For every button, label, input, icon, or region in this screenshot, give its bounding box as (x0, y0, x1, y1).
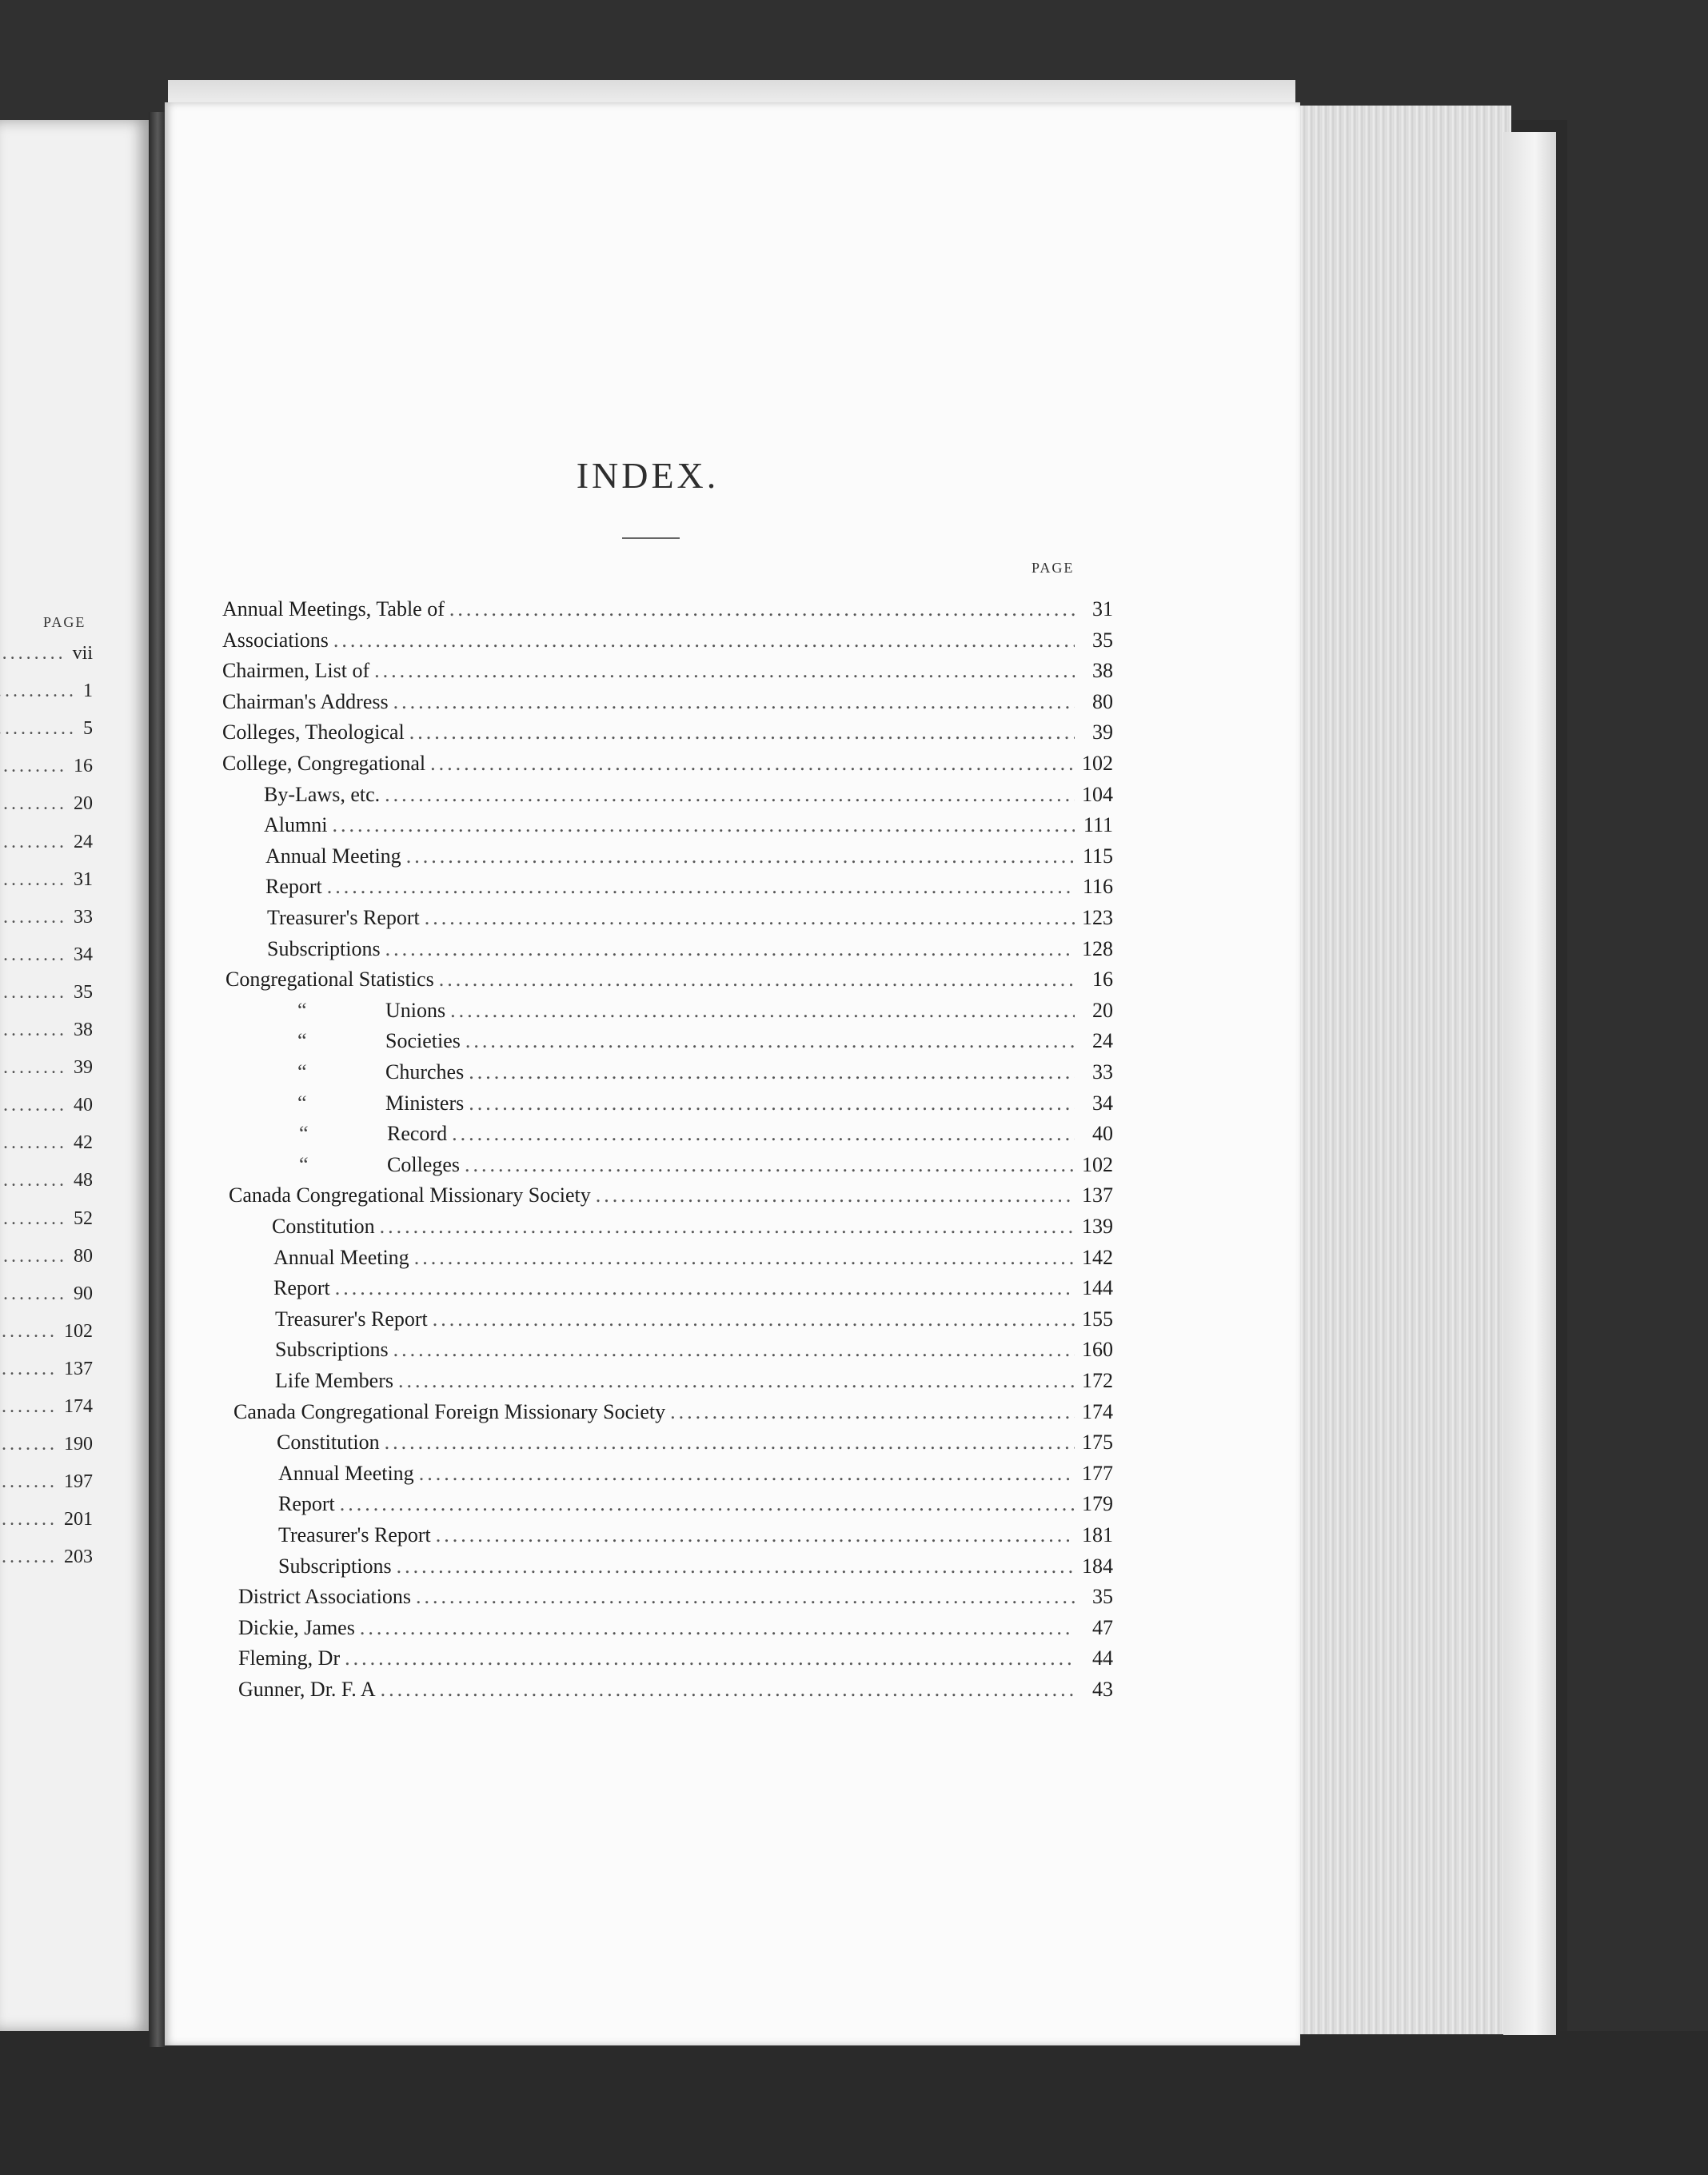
index-entry-label: Subscriptions (278, 1554, 392, 1578)
facing-page-row (0, 1393, 93, 1420)
index-entry-page: 116 (1082, 875, 1113, 899)
leader-dots (0, 790, 74, 817)
index-entry (278, 1459, 1113, 1488)
facing-page-number: 52 (74, 1207, 93, 1229)
facing-page-row (0, 640, 93, 667)
index-entry-page: 40 (1092, 1122, 1113, 1146)
leader-dots (0, 904, 74, 931)
leader-dots (445, 996, 1075, 1025)
index-entry-page: 102 (1082, 1152, 1113, 1176)
facing-page-row (0, 790, 93, 817)
leader-dots (0, 1280, 74, 1307)
facing-page-number: 203 (64, 1546, 93, 1568)
facing-page-number: vii (72, 643, 93, 664)
index-entry-label: Constitution (272, 1215, 375, 1238)
index-entry-label: Life Members (275, 1369, 394, 1392)
index-entry-label: Colleges (387, 1152, 460, 1176)
leader-dots (0, 1054, 74, 1081)
scan-border-bottom (0, 2031, 1708, 2175)
index-entry-page: 39 (1092, 720, 1113, 744)
index-entry (222, 749, 1113, 778)
index-entry-page: 144 (1082, 1276, 1113, 1300)
index-entry-page: 38 (1092, 659, 1113, 683)
facing-page-number: 1 (83, 680, 93, 702)
index-entry (238, 1675, 1113, 1704)
leader-dots (0, 1205, 74, 1232)
index-entry-page: 16 (1092, 968, 1113, 992)
leader-dots (0, 1167, 74, 1194)
leader-dots (411, 1582, 1075, 1611)
leader-dots (0, 941, 74, 968)
index-entry-page: 33 (1092, 1060, 1113, 1084)
index-entry (265, 842, 1113, 871)
index-entry (225, 965, 1113, 994)
facing-page-row (0, 677, 93, 704)
index-entry (278, 1552, 1113, 1581)
index-entry-label: Annual Meeting (273, 1245, 409, 1269)
index-entry (291, 1119, 1113, 1148)
facing-page-number: 42 (74, 1132, 93, 1154)
facing-page-number: 34 (74, 944, 93, 965)
facing-page-number: 48 (74, 1170, 93, 1191)
ditto-mark: “ (299, 1152, 309, 1176)
leader-dots (0, 640, 73, 667)
index-entry (291, 1151, 1113, 1179)
leader-dots (464, 1089, 1075, 1118)
leader-dots (434, 965, 1075, 994)
facing-page-row (0, 866, 93, 893)
facing-page-row (0, 715, 93, 742)
index-entry (265, 872, 1113, 901)
index-entry-label: Churches (385, 1060, 465, 1084)
index-entry-page: 181 (1082, 1523, 1113, 1546)
page-column-header: PAGE (1032, 560, 1075, 576)
facing-page-row (0, 904, 93, 931)
index-entry (264, 780, 1113, 809)
leader-dots (381, 935, 1075, 964)
index-entry-label: Annual Meeting (265, 844, 401, 868)
facing-page-row (0, 1091, 93, 1119)
leader-dots (0, 979, 74, 1006)
index-entry-label: Chairmen, List of (222, 659, 370, 683)
leader-dots (0, 1016, 74, 1044)
facing-page-column-header: PAGE (43, 614, 86, 630)
index-entry-label: Record (387, 1122, 448, 1146)
ditto-mark: “ (297, 1091, 307, 1115)
index-entry-label: Ministers (385, 1091, 465, 1115)
index-entry-page: 102 (1082, 752, 1113, 775)
leader-dots (425, 749, 1075, 778)
index-entry-label: Associations (222, 628, 329, 652)
index-entry (277, 1428, 1113, 1457)
index-entry-page: 34 (1092, 1091, 1113, 1115)
index-entry-label: Annual Meetings, Table of (222, 597, 445, 621)
leader-dots (0, 1243, 74, 1270)
index-entry (229, 1181, 1113, 1210)
index-entry (222, 595, 1113, 624)
facing-page-row (0, 1506, 93, 1533)
leader-dots (0, 1393, 64, 1420)
leader-dots (460, 1151, 1075, 1179)
index-entry (275, 1367, 1113, 1395)
index-entry (273, 1274, 1113, 1303)
facing-page-row (0, 1355, 93, 1383)
index-entry-label: Canada Congregational Foreign Missionary Society (233, 1399, 666, 1423)
leader-dots (0, 1431, 64, 1458)
leader-dots (322, 872, 1075, 901)
index-entry (267, 904, 1113, 932)
index-entry (289, 1058, 1113, 1087)
facing-page-number: 35 (74, 981, 93, 1003)
facing-page-number: 40 (74, 1095, 93, 1116)
index-entry-page: 139 (1082, 1215, 1113, 1238)
leader-dots (369, 656, 1075, 685)
leader-dots (428, 1305, 1075, 1334)
index-entry-page: 35 (1092, 1585, 1113, 1609)
index-entry (278, 1521, 1113, 1550)
leader-dots (0, 715, 83, 742)
leader-dots (375, 1212, 1075, 1241)
leader-dots (447, 1119, 1075, 1148)
ditto-mark: “ (297, 1060, 307, 1084)
leader-dots (355, 1614, 1075, 1642)
index-entry (238, 1614, 1113, 1642)
leader-dots (0, 752, 74, 780)
index-entry (278, 1490, 1113, 1519)
leader-dots (445, 595, 1075, 624)
index-entry (222, 718, 1113, 747)
index-entry-page: 123 (1082, 906, 1113, 929)
index-entry-label: Unions (385, 998, 446, 1022)
facing-page-number: 33 (74, 906, 93, 928)
book-gutter (149, 112, 166, 2047)
facing-page-number: 174 (64, 1396, 93, 1417)
facing-page-number: 90 (74, 1283, 93, 1304)
facing-page-number: 197 (64, 1471, 93, 1493)
ditto-mark: “ (299, 1122, 309, 1146)
facing-page-number: 102 (64, 1320, 93, 1342)
leader-dots (392, 1552, 1075, 1581)
facing-page-row (0, 828, 93, 856)
leader-dots (376, 1675, 1075, 1704)
leader-dots (665, 1398, 1075, 1427)
facing-page-number: 31 (74, 868, 93, 890)
facing-page-row (0, 1016, 93, 1044)
leader-dots (327, 811, 1075, 840)
leader-dots (0, 1129, 74, 1156)
index-entry-label: Colleges, Theological (222, 720, 405, 744)
page-edges-back (1503, 132, 1556, 2035)
index-entry-label: Report (273, 1276, 330, 1300)
index-entry-page: 20 (1092, 998, 1113, 1022)
facing-page-row (0, 1543, 93, 1570)
index-entry-page: 47 (1092, 1615, 1113, 1639)
index-entry-page: 35 (1092, 628, 1113, 652)
index-entry-label: Report (278, 1492, 335, 1516)
facing-page-row (0, 1468, 93, 1495)
title-rule (622, 537, 680, 539)
index-entry-page: 24 (1092, 1029, 1113, 1053)
facing-page-number: 20 (74, 793, 93, 815)
index-entry-page: 184 (1082, 1554, 1113, 1578)
leader-dots (329, 626, 1075, 655)
leader-dots (591, 1181, 1075, 1210)
index-entry-label: Congregational Statistics (225, 968, 434, 992)
facing-page-row (0, 1129, 93, 1156)
index-entry (238, 1582, 1113, 1611)
leader-dots (401, 842, 1075, 871)
index-entry-page: 115 (1082, 844, 1113, 868)
index-entry (275, 1305, 1113, 1334)
index-entry-page: 104 (1082, 782, 1113, 806)
index-entry (272, 1212, 1113, 1241)
leader-dots (0, 1355, 64, 1383)
index-entry-label: By-Laws, etc. (264, 782, 381, 806)
facing-page-number: 39 (74, 1057, 93, 1079)
leader-dots (0, 1506, 64, 1533)
index-entry-label: Treasurer's Report (275, 1307, 428, 1331)
index-entry (273, 1243, 1113, 1272)
facing-page-row (0, 1318, 93, 1345)
facing-page-number: 24 (74, 831, 93, 852)
ditto-mark: “ (297, 1029, 307, 1053)
leader-dots (389, 688, 1075, 716)
index-entry (233, 1398, 1113, 1427)
index-entry-page: 174 (1082, 1399, 1113, 1423)
index-entry-label: District Associations (238, 1585, 411, 1609)
index-entry-page: 177 (1082, 1461, 1113, 1485)
index-entry-label: Subscriptions (275, 1338, 389, 1362)
leader-dots (414, 1459, 1075, 1488)
leader-dots (380, 1428, 1075, 1457)
facing-page-number: 38 (74, 1020, 93, 1040)
index-entry (267, 935, 1113, 964)
leader-dots (405, 718, 1075, 747)
leader-dots (0, 866, 74, 893)
leader-dots (389, 1335, 1075, 1364)
index-entry-page: 43 (1092, 1678, 1113, 1701)
index-entry-label: Dickie, James (238, 1615, 355, 1639)
page-title: INDEX. (576, 455, 720, 496)
facing-page-row (0, 1431, 93, 1458)
facing-page-row (0, 1054, 93, 1081)
index-entry (238, 1644, 1113, 1673)
index-entry-label: Societies (385, 1029, 461, 1053)
facing-page-number: 190 (64, 1434, 93, 1455)
leader-dots (0, 828, 74, 856)
index-entry-label: Subscriptions (267, 936, 381, 960)
index-entry-page: 128 (1082, 936, 1113, 960)
leader-dots (464, 1058, 1075, 1087)
index-entry-label: Fleming, Dr (238, 1646, 341, 1670)
index-entry (222, 656, 1113, 685)
leader-dots (409, 1243, 1075, 1272)
index-entry-label: Annual Meeting (278, 1461, 414, 1485)
index-entry-page: 175 (1082, 1431, 1113, 1455)
index-entry (264, 811, 1113, 840)
facing-page-number: 16 (74, 756, 93, 777)
leader-dots (420, 904, 1075, 932)
index-entry-page: 155 (1082, 1307, 1113, 1331)
index-entry-label: Alumni (264, 813, 328, 837)
index-entry-page: 44 (1092, 1646, 1113, 1670)
facing-page-row (0, 1280, 93, 1307)
index-entry (222, 688, 1113, 716)
facing-page-row (0, 1167, 93, 1194)
facing-page-row (0, 941, 93, 968)
leader-dots (0, 1468, 64, 1495)
leader-dots (335, 1490, 1075, 1519)
facing-page-number: 80 (74, 1245, 93, 1267)
leader-dots (380, 780, 1075, 809)
facing-page-row (0, 979, 93, 1006)
leader-dots (330, 1274, 1075, 1303)
leader-dots (0, 1091, 74, 1119)
index-entry-page: 172 (1082, 1369, 1113, 1392)
index-entry-page: 137 (1082, 1183, 1113, 1207)
index-entry-label: Gunner, Dr. F. A (238, 1678, 376, 1701)
page-edges (1292, 106, 1511, 2034)
index-entry (275, 1335, 1113, 1364)
index-entry-page: 142 (1082, 1245, 1113, 1269)
facing-page-number: 201 (64, 1509, 93, 1530)
leader-dots (461, 1027, 1075, 1056)
leader-dots (340, 1644, 1075, 1673)
index-entry-label: Canada Congregational Missionary Society (229, 1183, 591, 1207)
facing-page-row (0, 1243, 93, 1270)
index-entry-page: 160 (1082, 1338, 1113, 1362)
index-entry-page: 111 (1083, 813, 1113, 837)
leader-dots (431, 1521, 1075, 1550)
leader-dots (393, 1367, 1075, 1395)
index-entry (222, 626, 1113, 655)
scan-border-right (1567, 0, 1708, 2175)
index-entry-label: Treasurer's Report (267, 906, 420, 929)
leader-dots (0, 677, 83, 704)
index-entry (289, 1089, 1113, 1118)
index-entry (289, 996, 1113, 1025)
leader-dots (0, 1543, 64, 1570)
leader-dots (0, 1318, 64, 1345)
index-entry-page: 80 (1092, 689, 1113, 713)
index-entry-page: 31 (1092, 597, 1113, 621)
ditto-mark: “ (297, 998, 307, 1022)
facing-page-number: 137 (64, 1358, 93, 1379)
index-entry-label: Treasurer's Report (278, 1523, 431, 1546)
index-entry (289, 1027, 1113, 1056)
index-entry-page: 179 (1082, 1492, 1113, 1516)
facing-page-row (0, 1205, 93, 1232)
facing-page-number: 5 (83, 718, 93, 740)
index-entry-label: Report (265, 875, 322, 899)
index-entry-label: College, Congregational (222, 752, 426, 775)
index-entry-label: Chairman's Address (222, 689, 389, 713)
facing-page-row (0, 752, 93, 780)
index-entry-label: Constitution (277, 1431, 380, 1455)
